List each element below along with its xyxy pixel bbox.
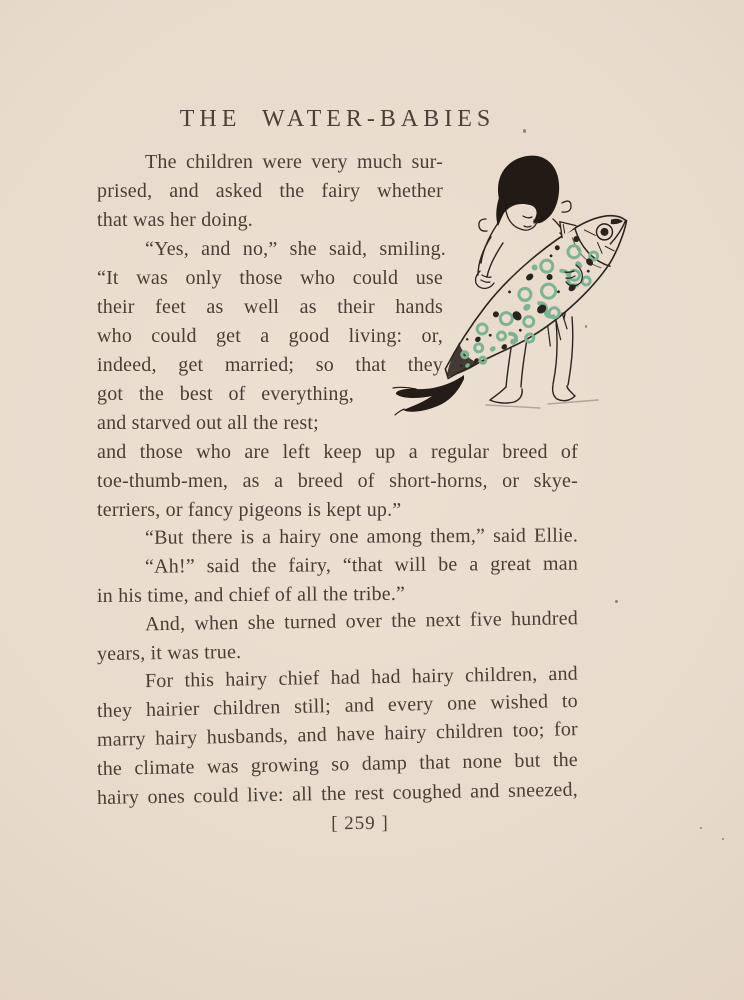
paper-speck [722,838,724,840]
body-text-line: hairy ones could live: all the rest coughed and sneezed, [96,778,579,809]
body-text-line: they hairier children still; and every one wished to [96,689,579,722]
body-text-line: The children were very much sur- [145,151,443,173]
page-number: [ 259 ] [331,812,389,835]
body-text-line: in his time, and chief of all the tribe.” [96,582,406,607]
body-text-line: and starved out all the rest; [97,412,319,434]
body-text-line: And, when she turned over the next five hundred [144,607,579,636]
body-text-line: who could get a good living: or, [97,325,443,347]
body-text-line: For this hairy chief had had hairy children, and [144,662,579,693]
paper-speck [523,129,526,133]
body-text-line: “Yes, and no,” she said, smiling. [145,238,446,260]
paper-speck [585,325,587,328]
body-text-line: terriers, or fancy pigeons is kept up.” [97,499,402,521]
body-text-line: “Ah!” said the fairy, “that will be a great man [144,552,579,578]
body-text-line: the climate was growing so damp that none but the [96,748,579,780]
page-title: THE WATER-BABIES [179,106,496,132]
body-text-line: toe-thumb-men, as a breed of short-horns, or skye- [97,470,578,492]
body-text-line: indeed, get married; so that they [97,354,443,376]
body-text-line: their feet as well as their hands [97,296,443,318]
paper-speck [615,600,618,603]
body-text-line: got the best of everything, [97,383,354,405]
body-text-line: marry hairy husbands, and have hairy children too; for [96,718,579,751]
body-text-line: “But there is a hairy one among them,” said Ellie. [144,524,579,549]
body-text-line: “It was only those who could use [97,267,443,289]
body-text-line: and those who are left keep up a regular breed of [97,441,578,463]
body-text-line: that was her doing. [97,209,253,231]
body-text-line: prised, and asked the fairy whether [97,180,443,202]
paper-speck [700,827,702,829]
body-text-line: years, it was true. [96,640,242,665]
